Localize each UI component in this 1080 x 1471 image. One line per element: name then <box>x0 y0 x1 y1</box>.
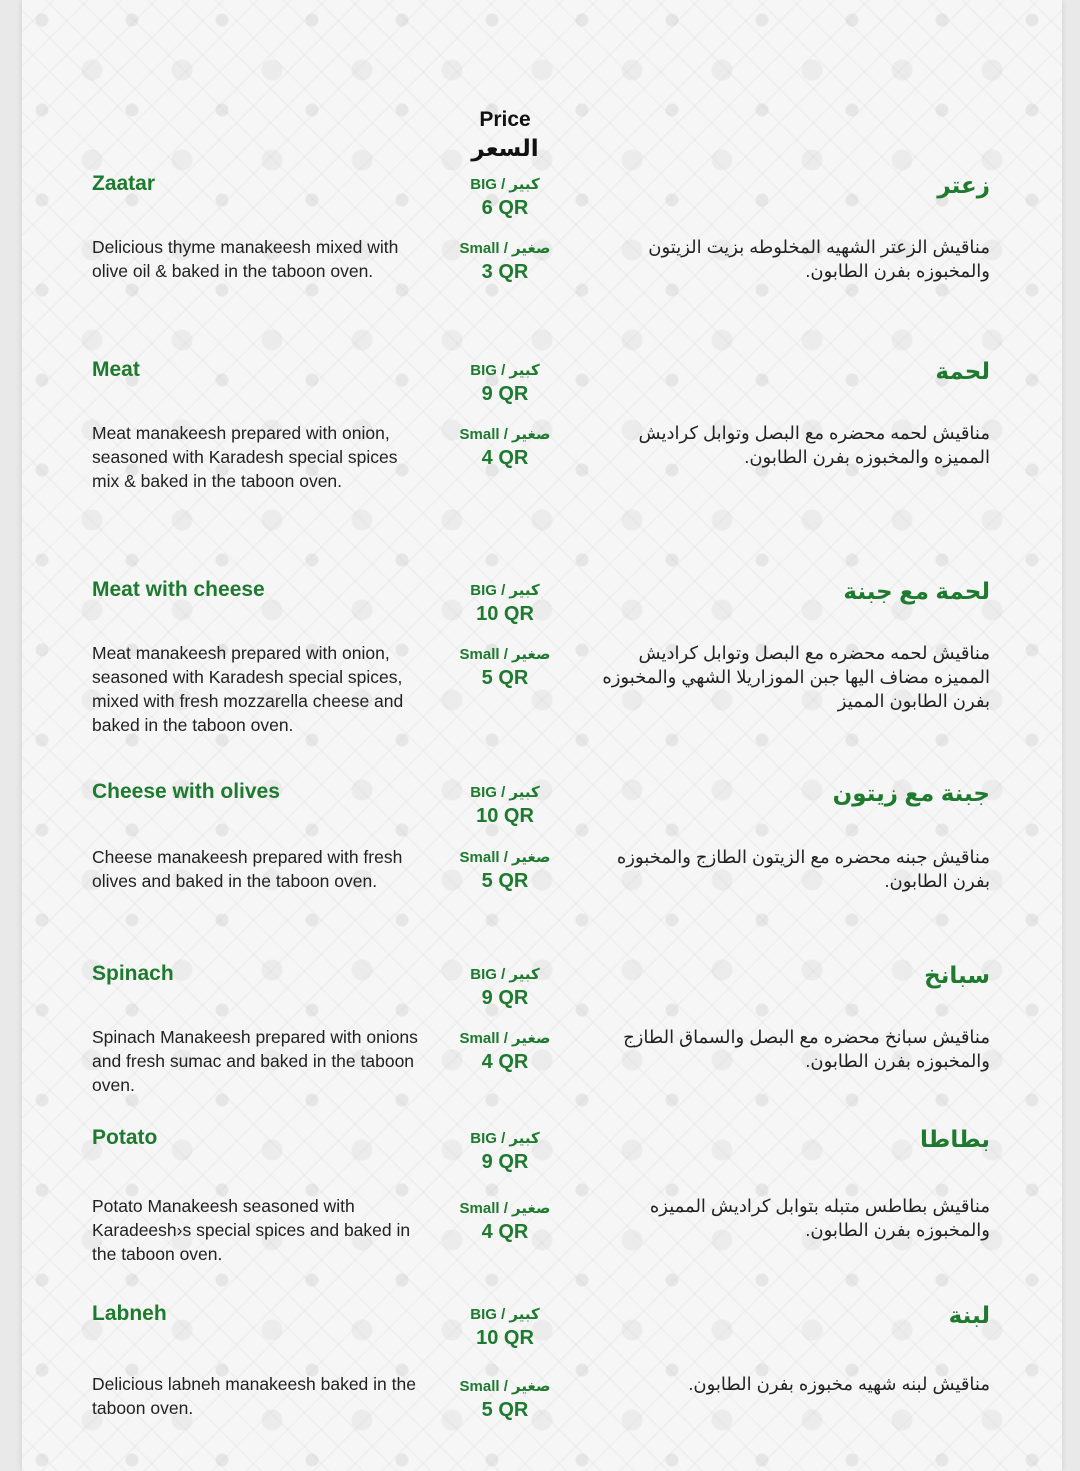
item-description-en: Meat manakeesh prepared with onion, seasoned with Karadesh special spices, mixed with fresh mozzarella cheese and baked in the taboon oven. <box>92 643 404 735</box>
item-description-en: Meat manakeesh prepared with onion, seasoned with Karadesh special spices mix & baked in the taboon oven. <box>92 423 398 491</box>
item-description-ar: مناقيش سبانخ محضره مع البصل والسماق الطازج والمخبوزه بفرن الطابون. <box>623 1027 990 1071</box>
item-name-en: Cheese with olives <box>92 780 280 803</box>
price-header-ar: السعر <box>471 135 539 161</box>
big-price-value: 9 QR <box>481 383 529 405</box>
item-name-ar: بطاطا <box>920 1126 990 1152</box>
item-description-en: Delicious labneh manakeesh baked in the taboon oven. <box>92 1374 416 1418</box>
big-price-value: 10 QR <box>476 603 534 625</box>
item-name-en: Spinach <box>92 962 174 985</box>
item-description-ar: مناقيش لبنه شهيه مخبوزه بفرن الطابون. <box>688 1374 990 1394</box>
item-description-en: Delicious thyme manakeesh mixed with olive oil & baked in the taboon oven. <box>92 237 399 281</box>
item-name-ar: لبنة <box>948 1302 990 1328</box>
item-name-ar: سبانخ <box>924 962 990 988</box>
item-description-ar: مناقيش لحمه محضره مع البصل وتوابل كراديش المميزه مضاف اليها جبن الموزاريلا الشهي والمخبوزه بفرن الطابون المميز <box>602 643 990 711</box>
item-description-ar: مناقيش جبنه محضره مع الزيتون الطازج والمخبوزه بفرن الطابون. <box>616 847 990 891</box>
big-price-value: 10 QR <box>476 805 534 827</box>
big-price-value: 10 QR <box>476 1327 534 1349</box>
big-price <box>445 581 565 627</box>
small-price-value: 4 QR <box>481 1221 529 1243</box>
item-name-ar: لحمة مع جبنة <box>843 578 990 604</box>
item-name-en: Labneh <box>92 1302 167 1325</box>
item-name-en: Zaatar <box>92 172 156 195</box>
price-header-en: Price <box>479 108 531 131</box>
small-price-value: 5 QR <box>481 667 529 689</box>
price-column-header <box>455 106 555 162</box>
small-price-value: 5 QR <box>481 1399 529 1421</box>
small-price-value: 3 QR <box>481 261 529 283</box>
small-price <box>445 1029 565 1075</box>
small-price-value: 4 QR <box>481 1051 529 1073</box>
small-price <box>445 848 565 894</box>
item-description-en: Potato Manakeesh seasoned with Karadeesh›s special spices and baked in the taboon oven. <box>92 1196 411 1264</box>
big-size-label: BIG / كبير <box>470 784 540 801</box>
small-size-label: Small / صغير <box>459 240 551 257</box>
small-size-label: Small / صغير <box>459 1030 551 1047</box>
big-price-value: 6 QR <box>481 197 529 219</box>
item-name-ar: زعتر <box>937 172 990 198</box>
item-description-en: Spinach Manakeesh prepared with onions and fresh sumac and baked in the taboon oven. <box>92 1027 418 1095</box>
big-size-label: BIG / كبير <box>470 1130 540 1147</box>
big-size-label: BIG / كبير <box>470 966 540 983</box>
small-price <box>445 645 565 691</box>
small-size-label: Small / صغير <box>459 849 551 866</box>
small-price <box>445 425 565 471</box>
small-size-label: Small / صغير <box>459 1200 551 1217</box>
big-price <box>445 175 565 221</box>
small-size-label: Small / صغير <box>459 1378 551 1395</box>
small-price-value: 5 QR <box>481 870 529 892</box>
item-description-ar: مناقيش بطاطس متبله بتوابل كراديش المميزه والمخبوزه بفرن الطابون. <box>649 1196 990 1240</box>
big-price <box>445 361 565 407</box>
big-price <box>445 1129 565 1175</box>
small-size-label: Small / صغير <box>459 426 551 443</box>
big-price <box>445 1305 565 1351</box>
item-name-ar: جبنة مع زيتون <box>832 780 990 806</box>
big-price <box>445 965 565 1011</box>
small-price <box>445 1377 565 1423</box>
item-name-en: Meat with cheese <box>92 578 265 601</box>
small-price <box>445 1199 565 1245</box>
big-price-value: 9 QR <box>481 987 529 1009</box>
item-name-ar: لحمة <box>935 358 990 384</box>
big-price-value: 9 QR <box>481 1151 529 1173</box>
small-size-label: Small / صغير <box>459 646 551 663</box>
big-price <box>445 783 565 829</box>
small-price <box>445 239 565 285</box>
big-size-label: BIG / كبير <box>470 176 540 193</box>
item-name-en: Meat <box>92 358 140 381</box>
big-size-label: BIG / كبير <box>470 582 540 599</box>
big-size-label: BIG / كبير <box>470 362 540 379</box>
item-description-ar: مناقيش لحمه محضره مع البصل وتوابل كراديش المميزه والمخبوزه بفرن الطابون. <box>638 423 990 467</box>
big-size-label: BIG / كبير <box>470 1306 540 1323</box>
small-price-value: 4 QR <box>481 447 529 469</box>
item-name-en: Potato <box>92 1126 158 1149</box>
item-description-ar: مناقيش الزعتر الشهيه المخلوطه بزيت الزيتون والمخبوزه بفرن الطابون. <box>648 237 990 281</box>
item-description-en: Cheese manakeesh prepared with fresh olives and baked in the taboon oven. <box>92 847 403 891</box>
